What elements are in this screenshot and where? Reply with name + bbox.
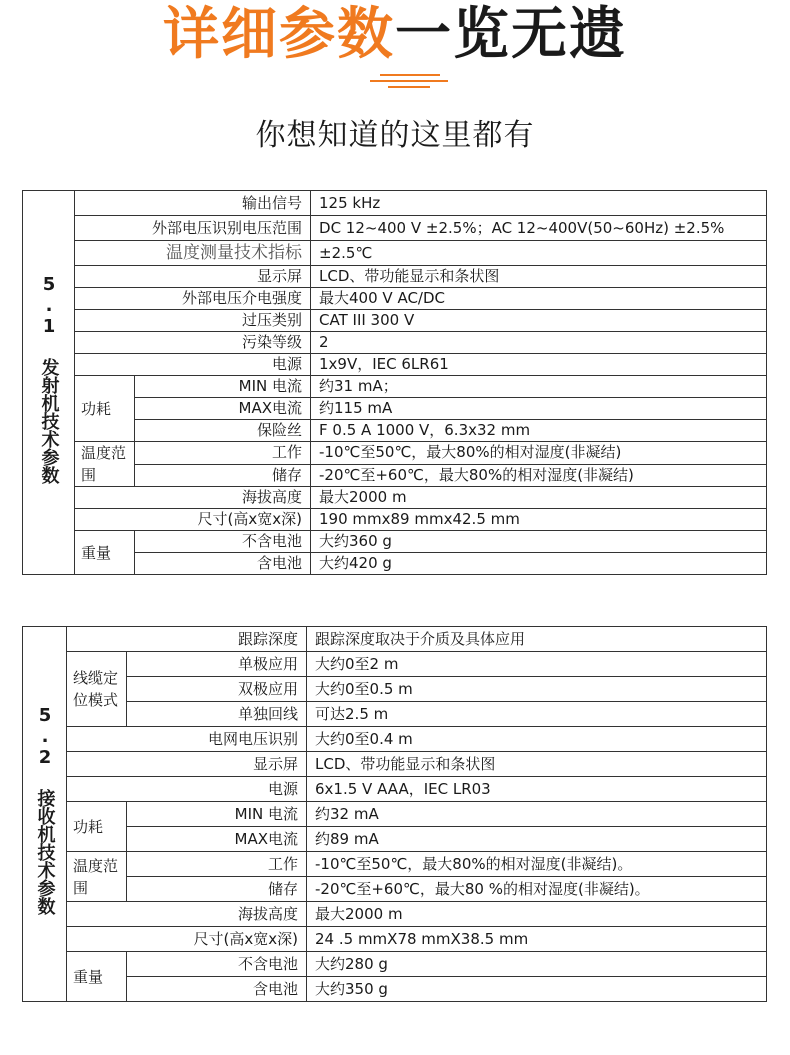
spec-value: 190 mmx89 mmx42.5 mm (311, 509, 767, 531)
spec-value: 大约0至0.5 m (307, 677, 767, 702)
spec-name: 输出信号 (75, 191, 311, 216)
page-subtitle: 你想知道的这里都有 (255, 118, 535, 153)
spec-name: 工作 (135, 442, 311, 465)
spec-name: 工作 (127, 852, 307, 877)
spec-name: 海拔高度 (75, 487, 311, 509)
page-headline (0, 2, 790, 68)
spec-value: -10℃至50℃，最大80%的相对湿度(非凝结) (311, 442, 767, 465)
spec-name: 储存 (127, 877, 307, 902)
spec-value: 约31 mA； (311, 376, 767, 398)
group-label: 重量 (75, 531, 135, 575)
spec-value: 大约420 g (311, 553, 767, 575)
spec-name: 单极应用 (127, 652, 307, 677)
spec-name: 海拔高度 (67, 902, 307, 927)
spec-value: 6x1.5 V AAA，IEC LR03 (307, 777, 767, 802)
spec-name: MIN 电流 (127, 802, 307, 827)
spec-name: 电源 (67, 777, 307, 802)
spec-value: 跟踪深度取决于介质及具体应用 (307, 627, 767, 652)
spec-value: 24 .5 mmX78 mmX38.5 mm (307, 927, 767, 952)
spec-value: 大约360 g (311, 531, 767, 553)
spec-value: LCD、带功能显示和条状图 (307, 752, 767, 777)
spec-value: 2 (311, 332, 767, 354)
spec-name: 外部电压介电强度 (75, 288, 311, 310)
receiver-section-label: 5.2 接收机技术参数 (23, 627, 67, 1002)
spec-value: 可达2.5 m (307, 702, 767, 727)
spec-value: 大约350 g (307, 977, 767, 1002)
spec-name: 不含电池 (127, 952, 307, 977)
spec-value: ±2.5℃ (311, 241, 767, 266)
spec-value: DC 12~400 V ±2.5%；AC 12~400V(50~60Hz) ±2.5% (311, 216, 767, 241)
spec-name: 单独回线 (127, 702, 307, 727)
spec-name: 跟踪深度 (67, 627, 307, 652)
spec-name: 显示屏 (67, 752, 307, 777)
spec-value: 约89 mA (307, 827, 767, 852)
spec-value: 最大2000 m (311, 487, 767, 509)
group-label: 重量 (67, 952, 127, 1002)
receiver-spec-table (22, 626, 767, 1002)
spec-value: -20℃至+60℃，最大80%的相对湿度(非凝结) (311, 464, 767, 487)
group-label: 功耗 (75, 376, 135, 442)
spec-value: 1x9V，IEC 6LR61 (311, 354, 767, 376)
spec-value: 最大400 V AC/DC (311, 288, 767, 310)
spec-name: 尺寸(高x宽x深) (67, 927, 307, 952)
spec-value: 大约0至0.4 m (307, 727, 767, 752)
spec-value: LCD、带功能显示和条状图 (311, 266, 767, 288)
spec-value: 最大2000 m (307, 902, 767, 927)
spec-name: 电网电压识别 (67, 727, 307, 752)
spec-name: 储存 (135, 464, 311, 487)
spec-name: 含电池 (127, 977, 307, 1002)
group-label: 温度范围 (75, 442, 135, 487)
spec-value: -10℃至50℃，最大80%的相对湿度(非凝结)。 (307, 852, 767, 877)
spec-value: 125 kHz (311, 191, 767, 216)
spec-name: 含电池 (135, 553, 311, 575)
spec-name: 双极应用 (127, 677, 307, 702)
headline-dark: 一览无遗 (395, 2, 627, 67)
spec-value: 约32 mA (307, 802, 767, 827)
group-label: 功耗 (67, 802, 127, 852)
spec-value: 约115 mA (311, 398, 767, 420)
headline-accent: 详细参数 (163, 2, 395, 67)
spec-value: F 0.5 A 1000 V，6.3x32 mm (311, 420, 767, 442)
spec-value: -20℃至+60℃，最大80 %的相对湿度(非凝结)。 (307, 877, 767, 902)
spec-value: CAT III 300 V (311, 310, 767, 332)
spec-name: 过压类别 (75, 310, 311, 332)
spec-name: 保险丝 (135, 420, 311, 442)
transmitter-spec-table (22, 190, 767, 575)
spec-value: 大约0至2 m (307, 652, 767, 677)
spec-name: MIN 电流 (135, 376, 311, 398)
spec-value: 大约280 g (307, 952, 767, 977)
spec-name: 尺寸(高x宽x深) (75, 509, 311, 531)
spec-name: 不含电池 (135, 531, 311, 553)
group-label: 温度范围 (67, 852, 127, 902)
spec-name: 电源 (75, 354, 311, 376)
spec-name: 污染等级 (75, 332, 311, 354)
spec-name: 温度测量技术指标 (75, 241, 311, 266)
spec-name: 显示屏 (75, 266, 311, 288)
group-label: 线缆定位模式 (67, 652, 127, 727)
spec-name: MAX电流 (127, 827, 307, 852)
spec-name: MAX电流 (135, 398, 311, 420)
spec-name: 外部电压识别电压范围 (75, 216, 311, 241)
transmitter-section-label: 5.1 发射机技术参数 (23, 191, 75, 575)
